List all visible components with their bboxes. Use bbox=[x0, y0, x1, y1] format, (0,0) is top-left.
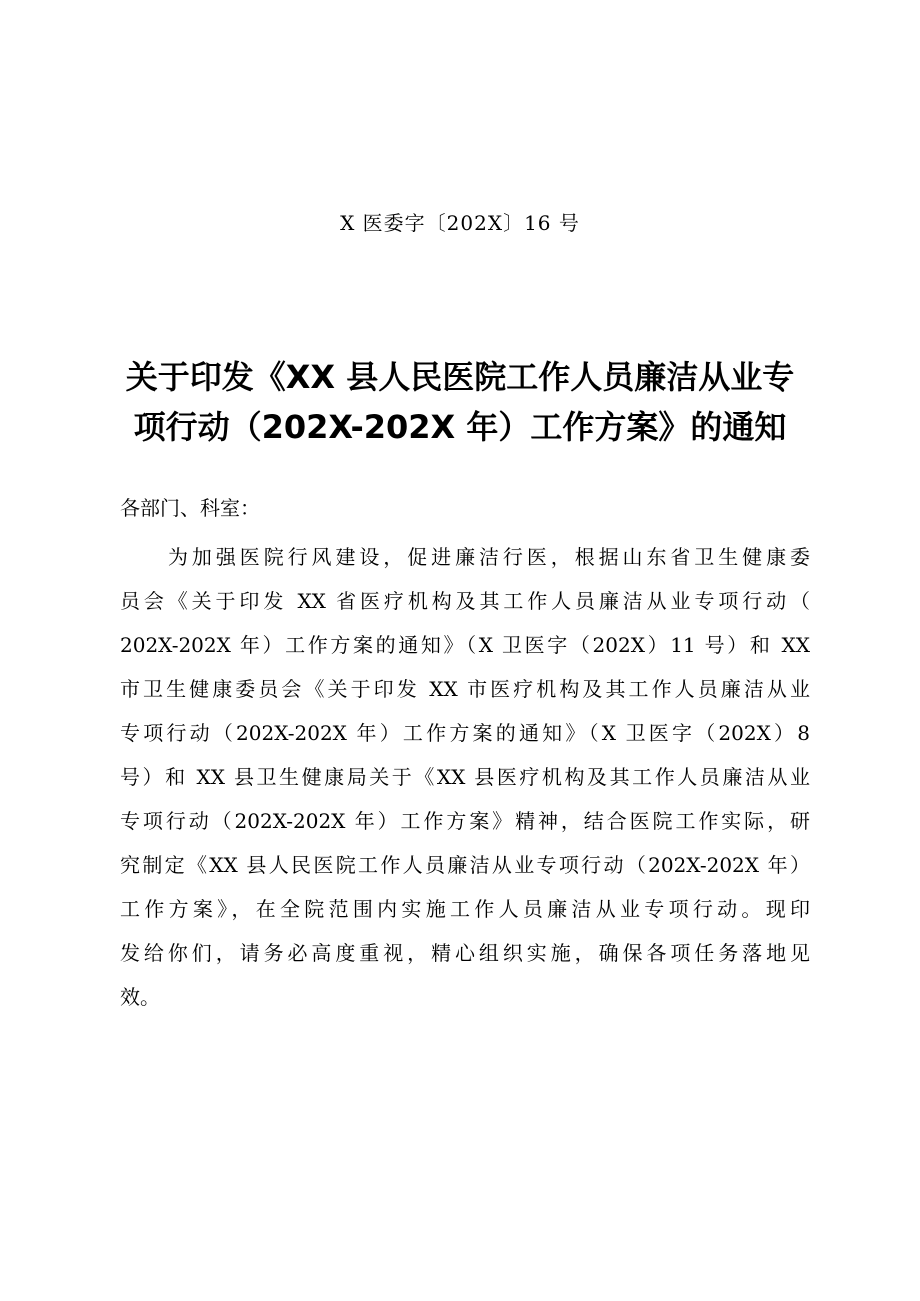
body-line: 号）和 XX 县卫生健康局关于《XX 县医疗机构及其工作人员廉洁从业 bbox=[120, 765, 810, 789]
body-line: 专项行动（202X-202X 年）工作方案》精神，结合医院工作实际，研 bbox=[120, 809, 810, 833]
title-line: 关于印发《XX 县人民医院工作人员廉洁从业专 bbox=[125, 358, 795, 396]
body-line: 效。 bbox=[120, 985, 160, 1009]
body-line: 员会《关于印发 XX 省医疗机构及其工作人员廉洁从业专项行动（ bbox=[120, 589, 810, 613]
salutation: 各部门、科室： bbox=[120, 496, 260, 520]
body-line: 究制定《XX 县人民医院工作人员廉洁从业专项行动（202X-202X 年） bbox=[120, 853, 810, 877]
body-line: 202X-202X 年）工作方案的通知》（X 卫医字（202X）11 号）和 XX bbox=[120, 633, 810, 657]
document-title bbox=[60, 352, 860, 452]
body-line: 为加强医院行风建设，促进廉洁行医，根据山东省卫生健康委 bbox=[168, 545, 810, 569]
body-line: 工作方案》，在全院范围内实施工作人员廉洁从业专项行动。现印 bbox=[120, 897, 810, 921]
body-line: 发给你们，请务必高度重视，精心组织实施，确保各项任务落地见 bbox=[120, 941, 810, 965]
title-line: 项行动（202X-202X 年）工作方案》的通知 bbox=[133, 408, 787, 446]
document-number: X 医委字〔202X〕16 号 bbox=[340, 211, 580, 235]
body-line: 市卫生健康委员会《关于印发 XX 市医疗机构及其工作人员廉洁从业 bbox=[120, 677, 810, 701]
body-paragraph bbox=[120, 535, 810, 1019]
body-line: 专项行动（202X-202X 年）工作方案的通知》（X 卫医字（202X）8 bbox=[120, 721, 810, 745]
